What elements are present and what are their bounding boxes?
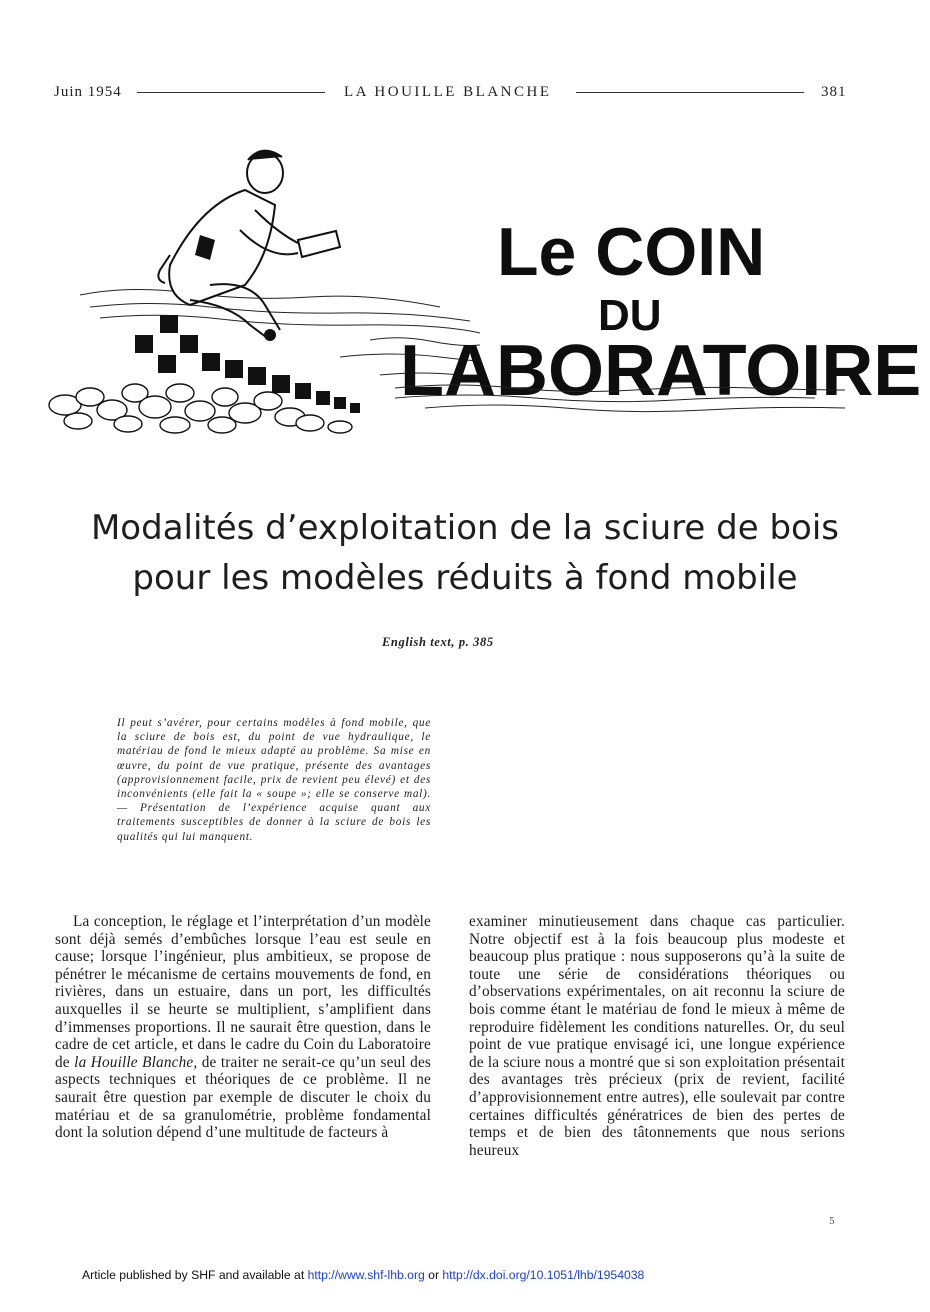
page-mark: 5 xyxy=(829,1217,835,1227)
banner-waves xyxy=(395,380,845,420)
body-column-left xyxy=(55,913,431,1142)
banner-title-line2: DU xyxy=(598,291,662,340)
header-rule-right xyxy=(576,92,804,93)
body-left-text-2: de traiter ne serait-ce qu’un seul des aspects techniques et théoriques de ce problème. Il ne saurait être question par exemple de discuter le choix du matériau et de sa granulométrie, problème fondamental dont la solution dépend d’une multitude de facteurs à xyxy=(55,1053,432,1142)
banner-title-line1: Le COIN xyxy=(497,214,766,290)
running-header-journal: LA HOUILLE BLANCHE xyxy=(344,84,552,100)
header-rule-left xyxy=(137,92,325,93)
publication-footer xyxy=(82,1268,644,1282)
running-header-date: Juin 1954 xyxy=(54,84,122,100)
footer-link-shf[interactable]: http://www.shf-lhb.org xyxy=(307,1268,425,1282)
abstract: Il peut s’avérer, pour certains modèles à fond mobile, que la sciure de bois est, du point de vue hydraulique, le matériau de fond le mieux adapté au problème. Sa mise en œuvre, du point de vue pratique, présente des avantages (approvisionnement facile, prix de revient peu élevé) et des inconvénients (elle fait la « soupe »; elle se conserve mal). — Présentation de l’expérience acquise quant aux traitements susceptibles de donner à la sciure de bois les qualités qui lui manquent. xyxy=(117,717,431,843)
body-column-right: examiner minutieusement dans chaque cas particulier. Notre objectif est à la fois beaucoup plus modeste et beaucoup plus pratique : nous supposerons qu’à la suite de toute une série de considérations théoriques ou d’observations expérimentales, on ait reconnu la sciure de bois comme étant le matériau de fond le mieux à même de reproduire fidèlement les conditions naturelles. Or, du seul point de vue pratique envisagé ici, une longue expérience de la sciure nous a montré que si son exploitation présentait des avantages très précieux (prix de revient, facilité d’approvisionnement entre autres), elle soulevait par contre certaines difficultés génératrices de bien des pertes de temps et de bien des tâtonnements que nous serions heureux xyxy=(469,913,845,1159)
journal-name: la Houille Blanche, xyxy=(74,1053,198,1071)
page-number: 381 xyxy=(821,84,847,100)
footer-middle: or xyxy=(424,1268,443,1282)
english-text-reference: English text, p. 385 xyxy=(382,635,494,649)
banner-title-line3: LABORATOIRE xyxy=(400,331,922,411)
body-left-text-1: La conception, le réglage et l’interprétation d’un modèle sont déjà semés d’embûches lorsque l’eau est seule en cause; lorsque l’ingénieur, plus ambitieux, se propose de pénétrer le mécanisme de certains mouvements de fond, en rivières, dans un estuaire, dans un port, les difficultés auxquelles il se heurte se multiplient, s’amplifient dans d’immenses proportions. Il ne saurait être question, dans le cadre de cet article, et dans le cadre du Coin du Laboratoire de xyxy=(55,913,431,1071)
article-title-line2: pour les modèles réduits à fond mobile xyxy=(132,558,798,598)
footer-prefix: Article published by SHF and available at xyxy=(82,1268,308,1282)
article-title-line1: Modalités d’exploitation de la sciure de bois xyxy=(90,508,840,548)
footer-link-doi[interactable]: http://dx.doi.org/10.1051/lhb/1954038 xyxy=(442,1268,645,1282)
